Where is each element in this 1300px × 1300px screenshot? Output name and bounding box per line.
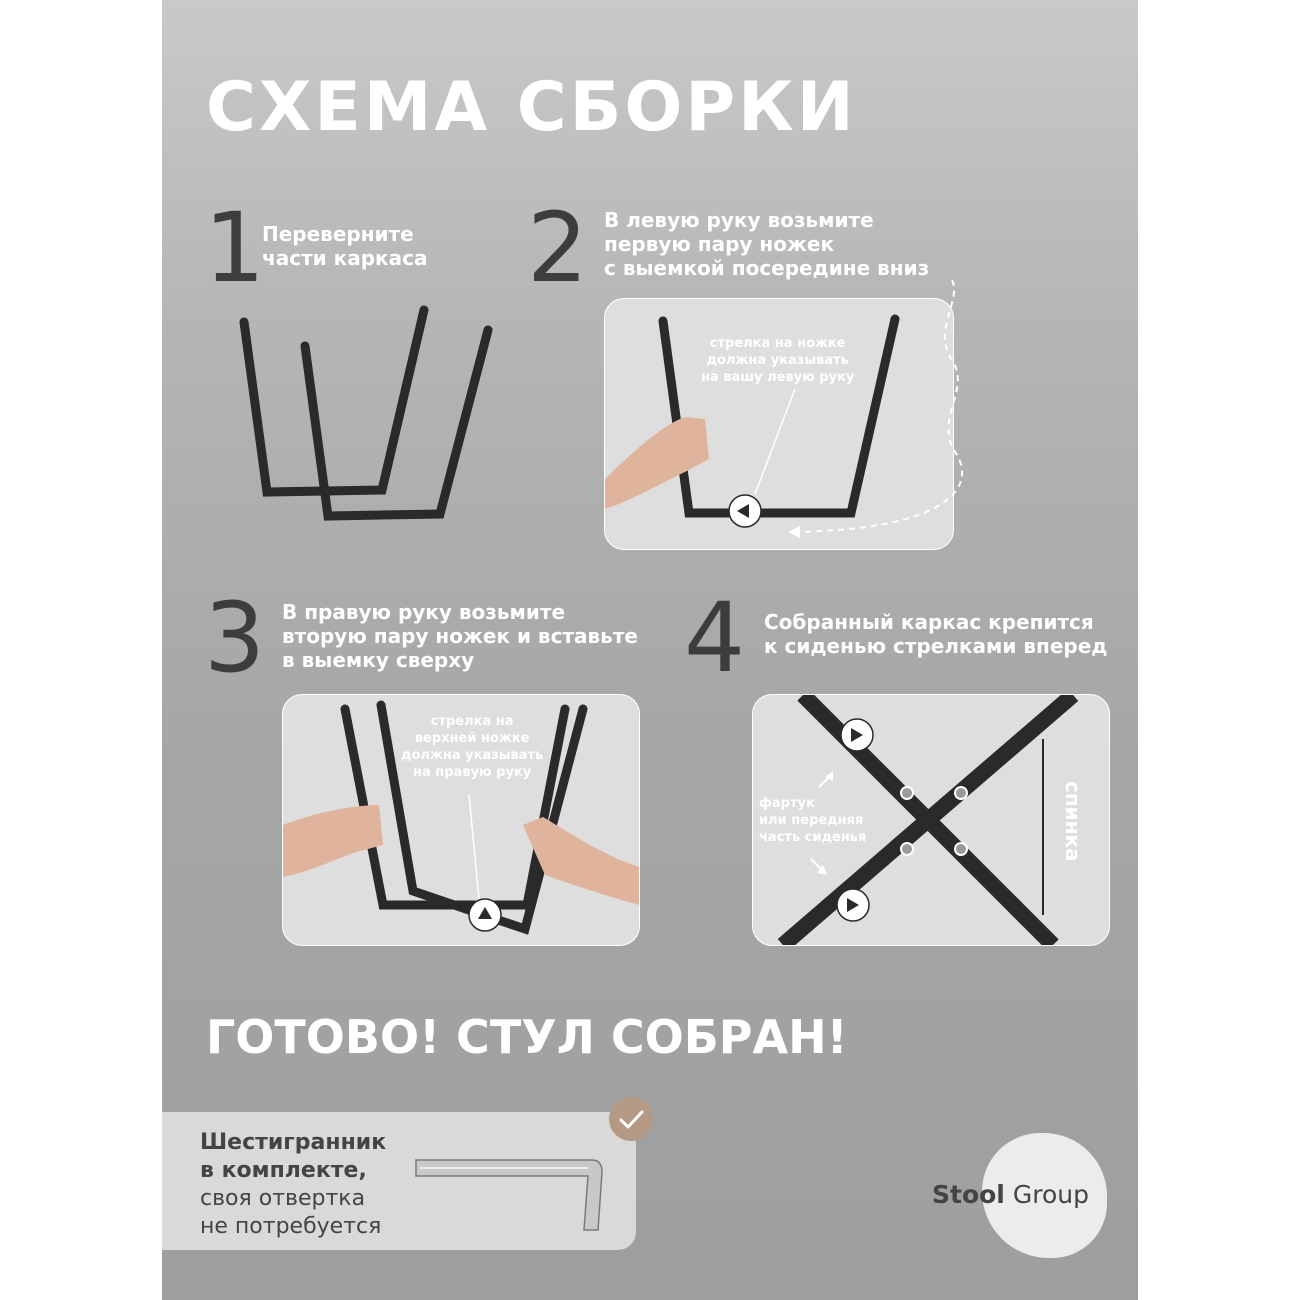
step-4-note-line: фартук [759,796,815,811]
checkmark-badge [609,1097,653,1141]
hex-key-icon [412,1150,612,1240]
step-3-note-line: на правую руку [413,765,532,780]
tool-line-3: своя отвертка [200,1186,366,1211]
checkmark-icon [609,1097,653,1141]
step-3-note-line: должна указывать [401,748,544,763]
backrest-label: спинка [1061,781,1085,862]
step-2-note-line: должна указывать [706,353,849,368]
step-2-dashed-arrow [782,270,992,550]
step-2-line: В левую руку возьмите [604,208,874,232]
final-heading: ГОТОВО! СТУЛ СОБРАН! [206,1010,848,1064]
step-4-note [759,795,866,846]
step-3-note-line: стрелка на [430,714,514,729]
step-4-line: Собранный каркас крепится [764,610,1094,634]
step-4-number: 4 [684,582,746,694]
step-3-note [401,713,543,781]
step-2-note-line: стрелка на ножке [709,336,846,351]
step-4-panel [752,694,1110,946]
logo-regular: Group [1012,1180,1089,1209]
step-4-text [764,610,1107,658]
step-4-line: к сиденью стрелками вперед [764,634,1108,658]
step-1-frame-illustration [232,300,512,530]
step-4-note-line: или передняя [759,813,864,828]
tool-line-2: в комплекте, [200,1158,367,1183]
step-4-note-line: часть сиденья [759,830,867,845]
step-2-line: первую пару ножек [604,232,835,256]
logo-bold: Stool [932,1180,1005,1209]
tool-line-4: не потребуется [200,1214,382,1239]
step-3-panel [282,694,640,946]
step-2-note-line: на вашу левую руку [701,370,855,385]
step-2-line: с выемкой посередине вниз [604,256,930,280]
page-title: СХЕМА СБОРКИ [206,68,857,147]
step-1-text [262,222,427,270]
step-2-number: 2 [527,192,589,304]
step-3-note-line: верхней ножке [414,731,530,746]
step-1-line: Переверните [262,222,414,246]
hex-key-card [162,1112,636,1250]
tool-line-1: Шестигранник [200,1130,387,1155]
step-1-number: 1 [204,192,266,304]
assembly-poster [162,0,1138,1300]
step-3-line: В правую руку возьмите [282,600,566,624]
step-3-line: вторую пару ножек и вставьте [282,624,638,648]
step-3-line: в выемку сверху [282,648,475,672]
step-1-line: части каркаса [262,246,428,270]
step-3-text [282,600,638,672]
step-3-number: 3 [204,582,266,694]
brand-logo [932,1180,1089,1209]
